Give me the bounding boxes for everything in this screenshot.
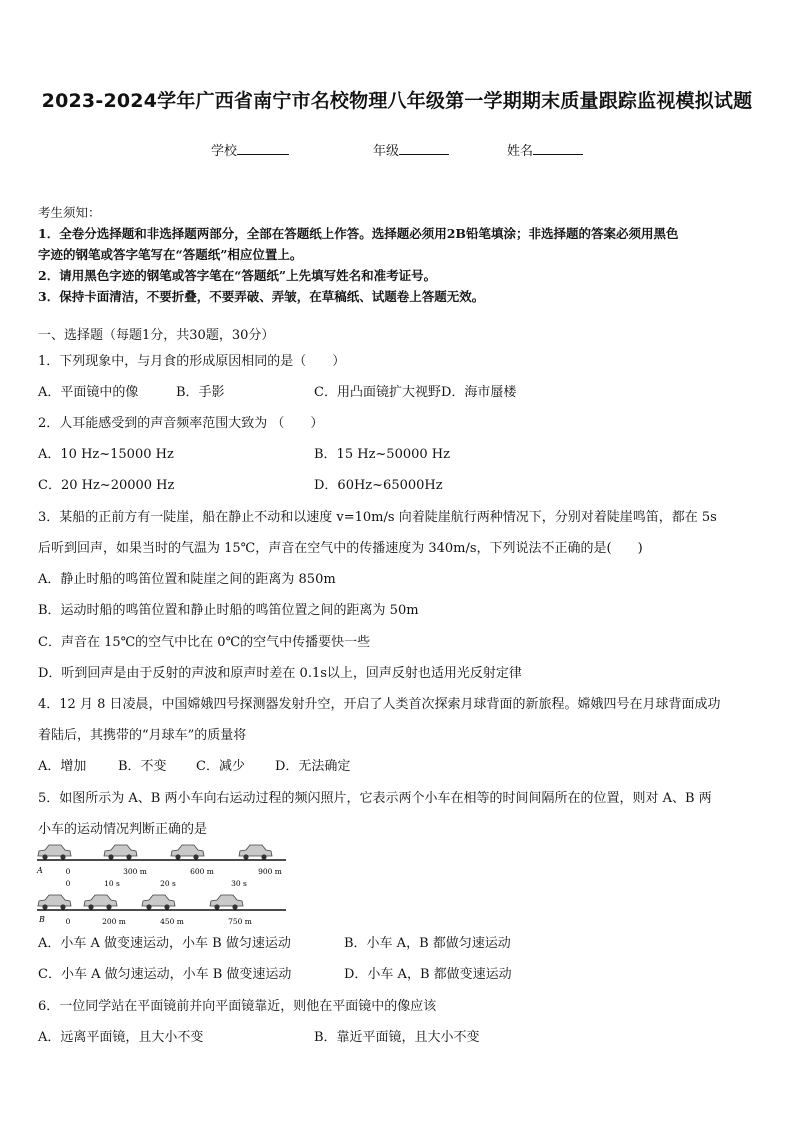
student-info-row bbox=[0, 140, 794, 160]
car-a-2 bbox=[171, 845, 204, 860]
question-3-stem-line1: 3．某船的正前方有一陡崖，船在静止不动和以速度 v=10m/s 向着陡崖航行两种情况下，分别对着陡崖鸣笛，都在 5s bbox=[38, 510, 717, 525]
name-label: 姓名 bbox=[507, 144, 534, 159]
notice-item-1-cont: 字迹的钢笔或答字笔写在“答题纸”相应位置上。 bbox=[38, 247, 303, 262]
q5-option-a[interactable]: A．小车 A 做变速运动，小车 B 做匀速运动 bbox=[38, 936, 291, 951]
a-time-2: 20 s bbox=[160, 879, 176, 888]
label-a: A bbox=[37, 866, 43, 875]
q1-option-b[interactable]: B．手影 bbox=[176, 385, 225, 400]
q4-option-b[interactable]: B．不变 bbox=[118, 759, 167, 774]
q6-option-a[interactable]: A．远离平面镜，且大小不变 bbox=[38, 1030, 204, 1045]
b-dist-2: 450 m bbox=[160, 917, 184, 926]
notice-item-1: 1．全卷分选择题和非选择题两部分，全部在答题纸上作答。选择题必须用2B铅笔填涂；非选择题的答案必须用黑色 bbox=[38, 226, 679, 241]
a-time-0: 0 bbox=[65, 879, 71, 888]
q3-option-c[interactable]: C．声音在 15℃的空气中比在 0℃的空气中传播要快一些 bbox=[38, 635, 371, 650]
q2-option-a[interactable]: A．10 Hz~15000 Hz bbox=[38, 447, 174, 462]
notice-item-2: 2．请用黑色字迹的钢笔或答字笔在“答题纸”上先填写姓名和准考证号。 bbox=[38, 268, 437, 283]
q1-option-d[interactable]: D．海市蜃楼 bbox=[441, 385, 517, 400]
car-b-0 bbox=[38, 895, 71, 910]
school-label: 学校 bbox=[211, 144, 238, 159]
a-dist-1: 300 m bbox=[123, 867, 147, 876]
q1-option-c[interactable]: C．用凸面镜扩大视野 bbox=[314, 385, 441, 400]
grade-label: 年级 bbox=[373, 144, 400, 159]
a-time-1: 10 s bbox=[104, 879, 120, 888]
school-field[interactable] bbox=[211, 140, 289, 159]
q3-option-a[interactable]: A．静止时船的鸣笛位置和陡崖之间的距离为 850m bbox=[38, 572, 336, 587]
q2-option-d[interactable]: D．60Hz~65000Hz bbox=[314, 478, 443, 493]
q5-option-d[interactable]: D．小车 A，B 都做变速运动 bbox=[344, 967, 512, 982]
q2-option-c[interactable]: C．20 Hz~20000 Hz bbox=[38, 478, 175, 493]
question-2-stem: 2．人耳能感受到的声音频率范围大致为 （ ） bbox=[38, 416, 324, 431]
notice-heading: 考生须知： bbox=[38, 205, 101, 220]
car-row-a bbox=[38, 845, 272, 860]
car-a-3 bbox=[239, 845, 272, 860]
b-dist-0: 0 bbox=[65, 917, 71, 926]
b-dist-1: 200 m bbox=[102, 917, 126, 926]
car-motion-figure bbox=[34, 842, 294, 930]
question-4-stem-line1: 4．12 月 8 日凌晨，中国嫦娥四号探测器发射升空，开启了人类首次探索月球背面的新旅程。嫦娥四号在月球背面成功 bbox=[38, 697, 721, 712]
q4-option-d[interactable]: D．无法确定 bbox=[275, 759, 351, 774]
car-b-1 bbox=[84, 895, 117, 910]
car-row-b bbox=[38, 895, 243, 910]
q5-option-c[interactable]: C．小车 A 做匀速运动，小车 B 做变速运动 bbox=[38, 967, 292, 982]
name-field[interactable] bbox=[507, 140, 583, 159]
question-6-stem: 6．一位同学站在平面镜前并向平面镜靠近，则他在平面镜中的像应该 bbox=[38, 999, 437, 1014]
notice-item-3: 3．保持卡面清洁，不要折叠，不要弄破、弄皱，在草稿纸、试题卷上答题无效。 bbox=[38, 289, 485, 304]
question-4-stem-line2: 着陆后，其携带的“月球车”的质量将 bbox=[38, 728, 247, 743]
q4-option-c[interactable]: C．减少 bbox=[196, 759, 245, 774]
label-b: B bbox=[39, 915, 45, 924]
exam-notice bbox=[38, 202, 758, 307]
a-dist-0: 0 bbox=[65, 867, 71, 876]
question-5-stem-line1: 5．如图所示为 A、B 两小车向右运动过程的频闪照片，它表示两个小车在相等的时间间隔所在的位置，则对 A、B 两 bbox=[38, 791, 712, 806]
question-5-stem-line2: 小车的运动情况判断正确的是 bbox=[38, 822, 208, 837]
q2-option-b[interactable]: B．15 Hz~50000 Hz bbox=[314, 447, 450, 462]
page-title: 2023-2024学年广西省南宁市名校物理八年级第一学期期末质量跟踪监视模拟试题 bbox=[41, 90, 753, 112]
grade-field[interactable] bbox=[373, 140, 449, 159]
a-dist-3: 900 m bbox=[258, 867, 282, 876]
question-1-stem: 1．下列现象中，与月食的形成原因相同的是（ ） bbox=[38, 354, 346, 369]
question-3-stem-line2: 后听到回声，如果当时的气温为 15℃，声音在空气中的传播速度为 340m/s，下列说法不正确的是( ) bbox=[38, 541, 643, 556]
q3-option-b[interactable]: B．运动时船的鸣笛位置和静止时船的鸣笛位置之间的距离为 50m bbox=[38, 603, 419, 618]
q1-option-a[interactable]: A．平面镜中的像 bbox=[38, 385, 139, 400]
q5-option-b[interactable]: B．小车 A，B 都做匀速运动 bbox=[344, 936, 511, 951]
car-a-0 bbox=[38, 845, 71, 860]
car-b-3 bbox=[210, 895, 243, 910]
q4-option-a[interactable]: A．增加 bbox=[38, 759, 87, 774]
car-b-2 bbox=[142, 895, 175, 910]
b-dist-3: 750 m bbox=[228, 917, 252, 926]
q6-option-b[interactable]: B．靠近平面镜，且大小不变 bbox=[314, 1030, 480, 1045]
car-a-1 bbox=[104, 845, 137, 860]
a-time-3: 30 s bbox=[231, 879, 247, 888]
section-heading: 一、选择题（每题1分，共30题，30分） bbox=[38, 328, 275, 343]
q3-option-d[interactable]: D．听到回声是由于反射的声波和原声时差在 0.1s以上，回声反射也适用光反射定律 bbox=[38, 666, 522, 681]
a-dist-2: 600 m bbox=[190, 867, 214, 876]
